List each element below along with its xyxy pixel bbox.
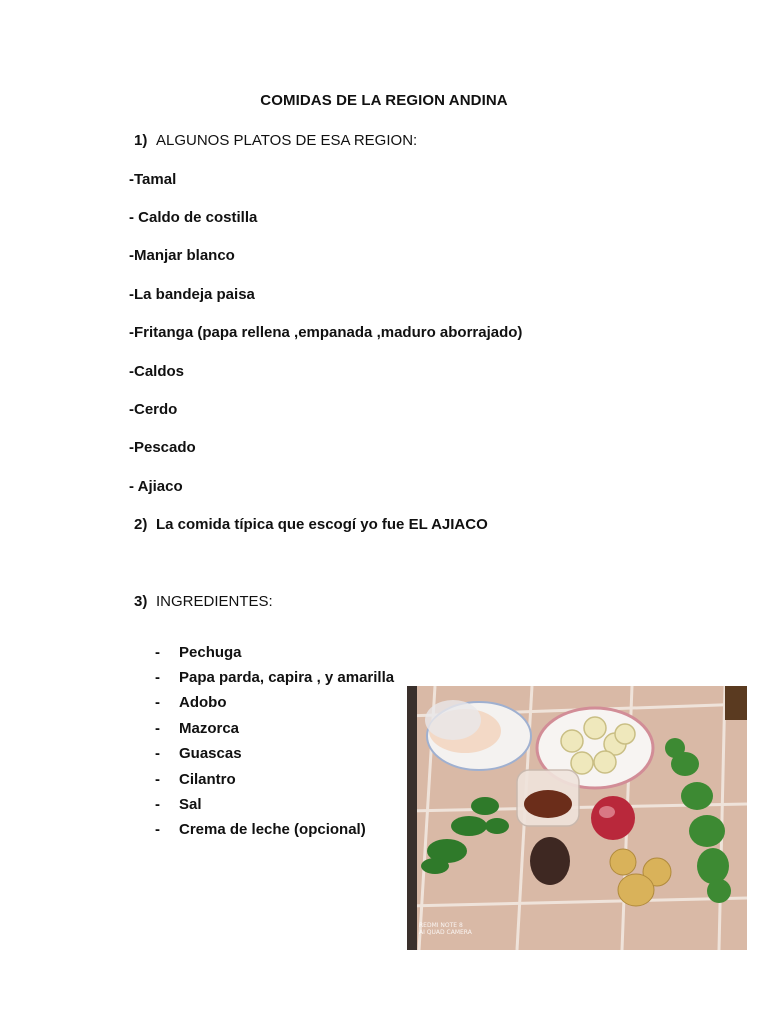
- ingredient-text: Crema de leche (opcional): [179, 821, 366, 838]
- bullet-dash: -: [155, 796, 160, 813]
- ingredient-item-8: [155, 820, 366, 840]
- ingredients-photo-illustration: [407, 686, 747, 950]
- dish-item-8: -Pescado: [129, 439, 196, 456]
- section-1-heading: [134, 131, 417, 151]
- ingredient-text: Adobo: [179, 694, 227, 711]
- section-3-heading: [134, 592, 273, 612]
- edge-shadow: [407, 686, 417, 950]
- bullet-dash: -: [155, 669, 160, 686]
- section-2-text: La comida típica que escogí yo fue: [156, 516, 409, 533]
- ingredient-item-4: [155, 719, 239, 739]
- red-onion: [591, 796, 635, 840]
- watermark-line-2: AI QUAD CAMERA: [419, 929, 472, 936]
- ingredient-text: Guascas: [179, 745, 242, 762]
- bullet-dash: -: [155, 644, 160, 661]
- ingredient-text: Sal: [179, 796, 202, 813]
- camera-watermark: [419, 922, 472, 936]
- hand: [425, 700, 481, 740]
- ingredient-text: Mazorca: [179, 720, 240, 737]
- dish-item-7: -Cerdo: [129, 401, 178, 418]
- section-3-number: 3): [134, 593, 148, 610]
- section-1-number: 1): [134, 132, 148, 149]
- ingredient-item-3: [155, 693, 226, 713]
- bottle: [725, 686, 747, 720]
- dish-item-9: - Ajiaco: [129, 478, 183, 495]
- dish-item-6: -Caldos: [129, 363, 185, 380]
- bullet-dash: -: [155, 821, 160, 838]
- ingredient-text: Cilantro: [179, 771, 236, 788]
- ingredient-text: Pechuga: [179, 644, 242, 661]
- section-2-line: [134, 515, 488, 535]
- section-2-highlight: EL AJIACO: [408, 516, 488, 533]
- papa-parda: [530, 837, 570, 885]
- ingredient-item-7: [155, 795, 202, 815]
- section-3-heading-text: INGREDIENTES:: [156, 593, 273, 610]
- bullet-dash: -: [155, 694, 160, 711]
- bullet-dash: -: [155, 771, 160, 788]
- adobo-sauce: [524, 790, 572, 818]
- ingredients-photo: [407, 686, 747, 950]
- dish-item-1: -Tamal: [129, 171, 177, 188]
- ingredient-text: Papa parda, capira , y amarilla: [179, 669, 395, 686]
- bullet-dash: -: [155, 720, 160, 737]
- ingredient-item-5: [155, 744, 242, 764]
- ingredient-item-2: [155, 668, 394, 688]
- watermark-line-1: REDMI NOTE 8: [419, 922, 463, 929]
- section-1-heading-text: ALGUNOS PLATOS DE ESA REGION:: [156, 132, 418, 149]
- bullet-dash: -: [155, 745, 160, 762]
- dish-item-5: -Fritanga (papa rellena ,empanada ,maduro aborrajado): [129, 324, 523, 341]
- ingredient-item-6: [155, 770, 236, 790]
- dish-item-4: -La bandeja paisa: [129, 286, 255, 303]
- ingredient-item-1: [155, 643, 242, 663]
- document-title: COMIDAS DE LA REGION ANDINA: [260, 92, 508, 109]
- dish-item-3: -Manjar blanco: [129, 247, 235, 264]
- dish-item-2: - Caldo de costilla: [129, 209, 258, 226]
- section-2-number: 2): [134, 516, 148, 533]
